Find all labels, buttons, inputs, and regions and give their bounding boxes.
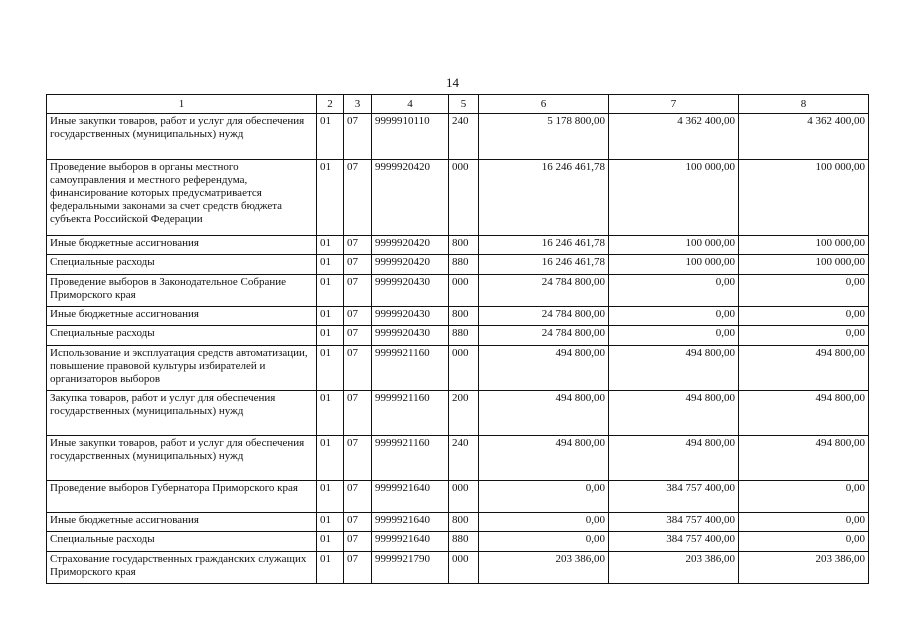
row-name: Иные бюджетные ассигнования [47, 307, 317, 326]
target-article-code: 9999920430 [372, 275, 449, 307]
amount-col-7: 0,00 [609, 307, 739, 326]
column-header-6: 6 [479, 95, 609, 114]
amount-col-8: 100 000,00 [739, 236, 869, 255]
target-article-code: 9999921160 [372, 436, 449, 481]
table-row [47, 391, 869, 436]
column-header-2: 2 [317, 95, 344, 114]
expense-type-code: 800 [449, 513, 479, 532]
expense-type-code: 000 [449, 160, 479, 236]
target-article-code: 9999920420 [372, 160, 449, 236]
section-code: 01 [317, 391, 344, 436]
target-article-code: 9999910110 [372, 114, 449, 160]
section-code: 01 [317, 513, 344, 532]
subsection-code: 07 [344, 436, 372, 481]
section-code: 01 [317, 326, 344, 346]
budget-table [46, 94, 869, 584]
amount-col-7: 4 362 400,00 [609, 114, 739, 160]
table-row [47, 114, 869, 160]
amount-col-6: 494 800,00 [479, 346, 609, 391]
amount-col-8: 100 000,00 [739, 255, 869, 275]
amount-col-8: 494 800,00 [739, 436, 869, 481]
expense-type-code: 000 [449, 552, 479, 584]
row-name: Специальные расходы [47, 255, 317, 275]
row-name: Использование и эксплуатация средств автоматизации, повышение правовой культуры избирателей и организаторов выборов [47, 346, 317, 391]
subsection-code: 07 [344, 346, 372, 391]
table-row [47, 481, 869, 513]
row-name: Проведение выборов в органы местного самоуправления и местного референдума, финансирование которых предусматривается федеральными законами за счет средств бюджета субъекта Российской Федерации [47, 160, 317, 236]
section-code: 01 [317, 114, 344, 160]
section-code: 01 [317, 255, 344, 275]
subsection-code: 07 [344, 160, 372, 236]
section-code: 01 [317, 436, 344, 481]
section-code: 01 [317, 552, 344, 584]
amount-col-8: 494 800,00 [739, 346, 869, 391]
row-name: Проведение выборов в Законодательное Собрание Приморского края [47, 275, 317, 307]
section-code: 01 [317, 481, 344, 513]
table-row [47, 346, 869, 391]
section-code: 01 [317, 275, 344, 307]
expense-type-code: 880 [449, 255, 479, 275]
subsection-code: 07 [344, 513, 372, 532]
table-row [47, 236, 869, 255]
subsection-code: 07 [344, 236, 372, 255]
amount-col-6: 0,00 [479, 532, 609, 552]
amount-col-6: 494 800,00 [479, 436, 609, 481]
amount-col-6: 203 386,00 [479, 552, 609, 584]
table-row [47, 513, 869, 532]
row-name: Закупка товаров, работ и услуг для обеспечения государственных (муниципальных) нужд [47, 391, 317, 436]
target-article-code: 9999921640 [372, 481, 449, 513]
subsection-code: 07 [344, 532, 372, 552]
table-row [47, 436, 869, 481]
amount-col-7: 494 800,00 [609, 436, 739, 481]
page-number: 14 [446, 75, 459, 90]
amount-col-6: 16 246 461,78 [479, 255, 609, 275]
table-row [47, 275, 869, 307]
amount-col-7: 384 757 400,00 [609, 513, 739, 532]
amount-col-8: 494 800,00 [739, 391, 869, 436]
expense-type-code: 000 [449, 275, 479, 307]
amount-col-7: 0,00 [609, 275, 739, 307]
table-row [47, 160, 869, 236]
subsection-code: 07 [344, 255, 372, 275]
expense-type-code: 880 [449, 326, 479, 346]
row-name: Иные закупки товаров, работ и услуг для обеспечения государственных (муниципальных) нужд [47, 436, 317, 481]
subsection-code: 07 [344, 552, 372, 584]
amount-col-8: 203 386,00 [739, 552, 869, 584]
expense-type-code: 240 [449, 436, 479, 481]
row-name: Специальные расходы [47, 326, 317, 346]
column-header-1: 1 [47, 95, 317, 114]
amount-col-8: 0,00 [739, 513, 869, 532]
amount-col-6: 24 784 800,00 [479, 275, 609, 307]
row-name: Проведение выборов Губернатора Приморского края [47, 481, 317, 513]
subsection-code: 07 [344, 307, 372, 326]
column-header-7: 7 [609, 95, 739, 114]
amount-col-7: 100 000,00 [609, 160, 739, 236]
amount-col-7: 100 000,00 [609, 236, 739, 255]
amount-col-7: 203 386,00 [609, 552, 739, 584]
target-article-code: 9999920420 [372, 255, 449, 275]
amount-col-7: 384 757 400,00 [609, 532, 739, 552]
table-row [47, 255, 869, 275]
expense-type-code: 000 [449, 346, 479, 391]
section-code: 01 [317, 160, 344, 236]
amount-col-6: 494 800,00 [479, 391, 609, 436]
amount-col-7: 494 800,00 [609, 346, 739, 391]
table-row [47, 307, 869, 326]
subsection-code: 07 [344, 481, 372, 513]
expense-type-code: 800 [449, 307, 479, 326]
subsection-code: 07 [344, 114, 372, 160]
amount-col-7: 494 800,00 [609, 391, 739, 436]
amount-col-6: 5 178 800,00 [479, 114, 609, 160]
amount-col-8: 0,00 [739, 481, 869, 513]
table-row [47, 326, 869, 346]
target-article-code: 9999920430 [372, 307, 449, 326]
target-article-code: 9999921640 [372, 532, 449, 552]
amount-col-8: 100 000,00 [739, 160, 869, 236]
column-header-8: 8 [739, 95, 869, 114]
row-name: Иные закупки товаров, работ и услуг для обеспечения государственных (муниципальных) нужд [47, 114, 317, 160]
subsection-code: 07 [344, 391, 372, 436]
expense-type-code: 000 [449, 481, 479, 513]
column-header-4: 4 [372, 95, 449, 114]
amount-col-8: 4 362 400,00 [739, 114, 869, 160]
amount-col-6: 16 246 461,78 [479, 236, 609, 255]
amount-col-6: 24 784 800,00 [479, 307, 609, 326]
target-article-code: 9999921160 [372, 391, 449, 436]
subsection-code: 07 [344, 275, 372, 307]
expense-type-code: 800 [449, 236, 479, 255]
table-row [47, 552, 869, 584]
amount-col-6: 24 784 800,00 [479, 326, 609, 346]
amount-col-8: 0,00 [739, 326, 869, 346]
column-header-3: 3 [344, 95, 372, 114]
row-name: Страхование государственных гражданских служащих Приморского края [47, 552, 317, 584]
section-code: 01 [317, 236, 344, 255]
table-header-row [47, 95, 869, 114]
amount-col-8: 0,00 [739, 275, 869, 307]
amount-col-6: 0,00 [479, 513, 609, 532]
section-code: 01 [317, 532, 344, 552]
amount-col-7: 384 757 400,00 [609, 481, 739, 513]
expense-type-code: 200 [449, 391, 479, 436]
row-name: Иные бюджетные ассигнования [47, 236, 317, 255]
row-name: Специальные расходы [47, 532, 317, 552]
target-article-code: 9999920430 [372, 326, 449, 346]
target-article-code: 9999921640 [372, 513, 449, 532]
expense-type-code: 240 [449, 114, 479, 160]
amount-col-7: 100 000,00 [609, 255, 739, 275]
target-article-code: 9999920420 [372, 236, 449, 255]
section-code: 01 [317, 346, 344, 391]
amount-col-6: 16 246 461,78 [479, 160, 609, 236]
amount-col-8: 0,00 [739, 307, 869, 326]
table-row [47, 532, 869, 552]
column-header-5: 5 [449, 95, 479, 114]
subsection-code: 07 [344, 326, 372, 346]
target-article-code: 9999921790 [372, 552, 449, 584]
expense-type-code: 880 [449, 532, 479, 552]
amount-col-7: 0,00 [609, 326, 739, 346]
target-article-code: 9999921160 [372, 346, 449, 391]
section-code: 01 [317, 307, 344, 326]
row-name: Иные бюджетные ассигнования [47, 513, 317, 532]
amount-col-6: 0,00 [479, 481, 609, 513]
amount-col-8: 0,00 [739, 532, 869, 552]
